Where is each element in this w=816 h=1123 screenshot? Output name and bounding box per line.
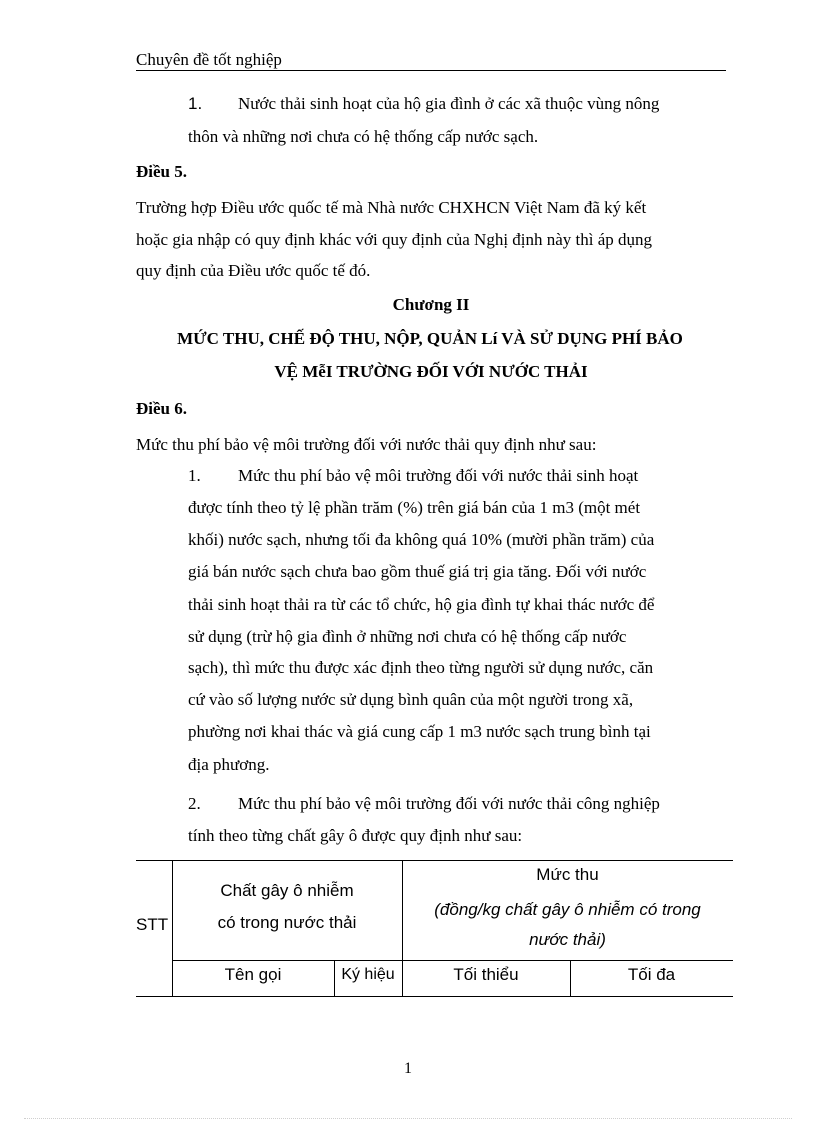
- table-header-fee-unit-line-2: nước thải): [529, 930, 606, 949]
- clause-1-line-9: phường nơi khai thác và giá cung cấp 1 m3 nước sạch trung bình tại: [188, 722, 651, 741]
- clause-1-number: 1.: [188, 466, 201, 485]
- clause-1-line-7: sạch), thì mức thu được xác định theo từng người sử dụng nước, căn: [188, 658, 654, 677]
- table-header-fee-title: Mức thu: [536, 865, 599, 884]
- table-mid-border: [172, 960, 733, 961]
- article-6-heading: Điều 6.: [136, 399, 187, 418]
- chapter-label: Chương II: [392, 295, 470, 314]
- clause-1-line-10: địa phương.: [188, 755, 270, 774]
- clause-2-line-1: [188, 793, 660, 815]
- clause-1-line-1: [188, 465, 638, 487]
- clause-1-line-3: khối) nước sạch, nhưng tối đa không quá 10% (mười phần trăm) của: [188, 530, 655, 549]
- clause-2-text-1: Mức thu phí bảo vệ môi trường đối với nước thải công nghiệp: [238, 794, 660, 813]
- table-bottom-border: [136, 996, 733, 997]
- page-header-title: Chuyên đề tốt nghiệp: [136, 50, 282, 69]
- article-6-intro: Mức thu phí bảo vệ môi trường đối với nước thải quy định như sau:: [136, 435, 597, 454]
- article-5-heading: Điều 5.: [136, 162, 187, 181]
- clause-1-text-1: Mức thu phí bảo vệ môi trường đối với nước thải sinh hoạt: [238, 466, 639, 485]
- clause-1-line-5: thải sinh hoạt thải ra từ các tổ chức, hộ gia đình tự khai thác nước để: [188, 595, 655, 614]
- chapter-title-line-1: MỨC THU, CHẾ ĐỘ THU, NỘP, QUẢN Lí VÀ SỬ DỤNG PHÍ BẢO: [177, 329, 683, 348]
- item-1-number: 1.: [188, 94, 203, 113]
- page-bottom-edge: [24, 1118, 792, 1119]
- table-header-pollutant-line-1: Chất gây ô nhiễm: [220, 881, 354, 900]
- table-header-pollutant-line-2: có trong nước thải: [217, 913, 357, 932]
- clause-1-line-4: giá bán nước sạch chưa bao gồm thuế giá trị gia tăng. Đối với nước: [188, 562, 647, 581]
- table-top-border: [136, 860, 733, 861]
- article-5-line-1: Trường hợp Điều ước quốc tế mà Nhà nước CHXHCN Việt Nam đã ký kết: [136, 198, 647, 217]
- clause-2-number: 2.: [188, 794, 201, 813]
- table-header-stt: STT: [136, 915, 169, 934]
- table-subheader-min: Tối thiểu: [453, 965, 519, 984]
- table-subheader-max: Tối đa: [627, 965, 676, 984]
- clause-1-line-6: sử dụng (trừ hộ gia đình ở những nơi chưa có hệ thống cấp nước: [188, 627, 627, 646]
- header-divider: [136, 70, 726, 71]
- item-1-text-1: Nước thải sinh hoạt của hộ gia đình ở các xã thuộc vùng nông: [238, 94, 660, 113]
- item-1-line-1: [188, 93, 659, 115]
- clause-1-line-2: được tính theo tỷ lệ phần trăm (%) trên giá bán của 1 m3 (một mét: [188, 498, 641, 517]
- article-5-line-3: quy định của Điều ước quốc tế đó.: [136, 261, 371, 280]
- fee-table: [136, 860, 733, 997]
- clause-1-line-8: cứ vào số lượng nước sử dụng bình quân của một người trong xã,: [188, 690, 634, 709]
- chapter-title-line-2: VỆ MễI TRƯỜNG ĐỐI VỚI NƯỚC THẢI: [274, 362, 588, 381]
- article-5-line-2: hoặc gia nhập có quy định khác với quy định của Nghị định này thì áp dụng: [136, 230, 653, 249]
- table-header-fee-unit-line-1: (đồng/kg chất gây ô nhiễm có trong: [434, 900, 701, 919]
- table-subheader-name: Tên gọi: [224, 965, 282, 984]
- item-1-line-2: thôn và những nơi chưa có hệ thống cấp nước sạch.: [188, 127, 539, 146]
- page-number: 1: [404, 1060, 412, 1077]
- table-subheader-symbol: Ký hiệu: [341, 966, 395, 983]
- clause-2-line-2: tính theo từng chất gây ô được quy định như sau:: [188, 826, 523, 845]
